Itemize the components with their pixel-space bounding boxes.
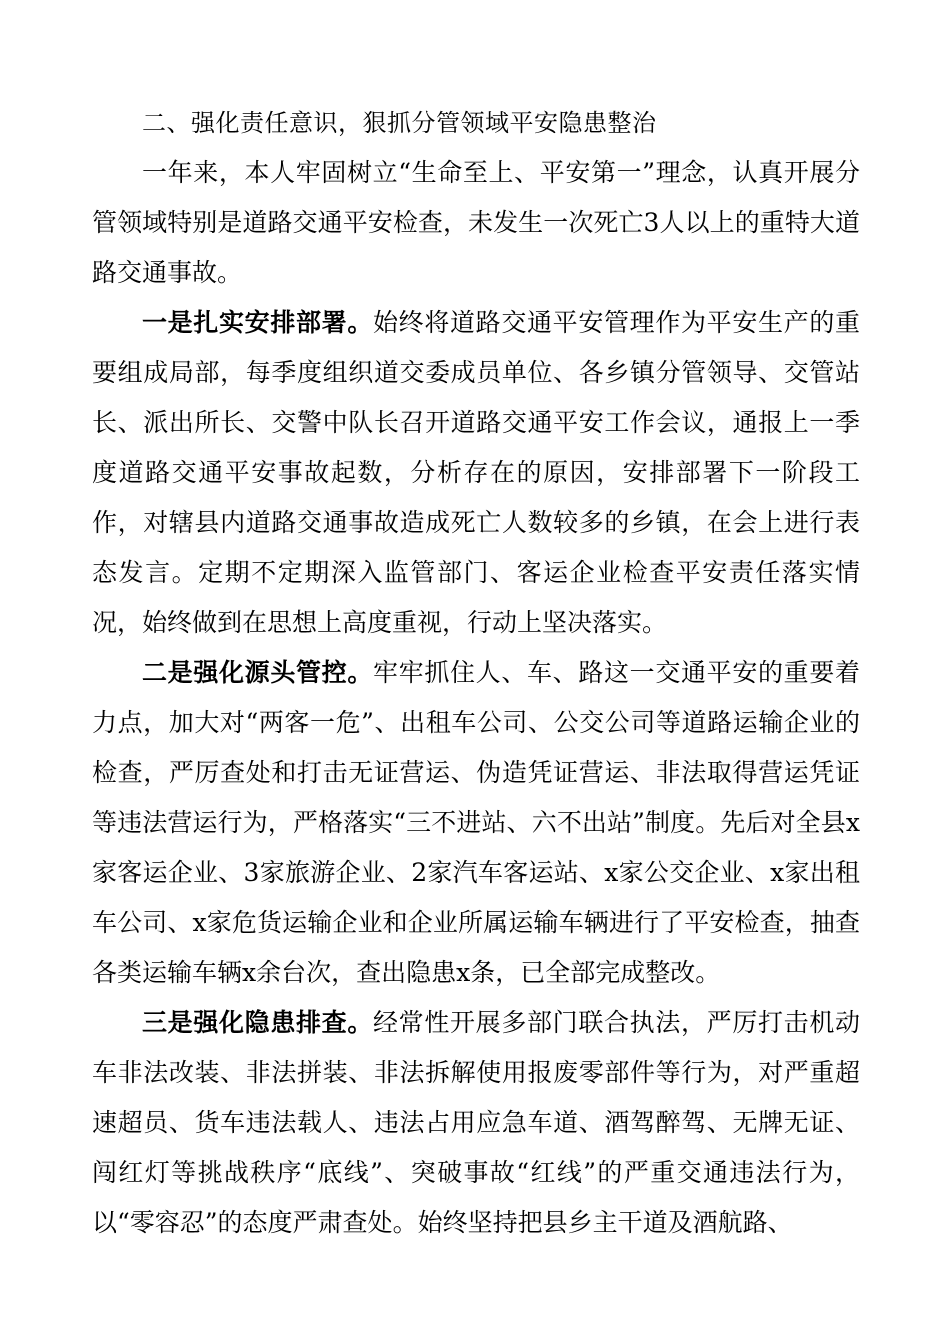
section-heading: 二、强化责任意识，狠抓分管领域平安隐患整治: [142, 109, 657, 137]
paragraph-source-control: [92, 648, 860, 998]
paragraph-hazard-check: [92, 998, 860, 1248]
paragraph-lead: 二是强化源头管控。: [142, 658, 373, 687]
paragraph-text: 一年来，本人牢固树立“生命至上、平安第一”理念，认真开展分管领域特别是道路交通平安检查，未发生一次死亡3人以上的重特大道路交通事故。: [92, 158, 860, 287]
paragraph-lead: 一是扎实安排部署。: [142, 308, 373, 337]
document-body: [92, 98, 860, 1248]
paragraph-text: 牢牢抓住人、车、路这一交通平安的重要着力点，加大对“两客一危”、出租车公司、公交公司等道路运输企业的检查，严厉查处和打击无证营运、伪造凭证营运、非法取得营运凭证等违法营运行为，严格落实“三不进站、六不出站”制度。先后对全县x家客运企业、3家旅游企业、2家汽车客运站、x家公交企业、x家出租车公司、x家危货运输企业和企业所属运输车辆进行了平安检查，抽查各类运输车辆x余台次，查出隐患x条，已全部完成整改。: [92, 658, 860, 987]
paragraph-lead: 三是强化隐患排查。: [142, 1008, 373, 1037]
paragraph-text: 经常性开展多部门联合执法，严厉打击机动车非法改装、非法拼装、非法拆解使用报废零部件等行为，对严重超速超员、货车违法载人、违法占用应急车道、酒驾醉驾、无牌无证、闯红灯等挑战秩序“底线”、突破事故“红线”的严重交通违法行为，以“零容忍”的态度严肃查处。始终坚持把县乡主干道及酒航路、: [92, 1008, 860, 1237]
paragraph-deployment: [92, 298, 860, 648]
paragraph-text: 始终将道路交通平安管理作为平安生产的重要组成局部，每季度组织道交委成员单位、各乡镇分管领导、交管站长、派出所长、交警中队长召开道路交通平安工作会议，通报上一季度道路交通平安事故起数，分析存在的原因，安排部署下一阶段工作，对辖县内道路交通事故造成死亡人数较多的乡镇，在会上进行表态发言。定期不定期深入监管部门、客运企业检查平安责任落实情况，始终做到在思想上高度重视，行动上坚决落实。: [92, 308, 860, 637]
paragraph-intro: [92, 148, 860, 298]
